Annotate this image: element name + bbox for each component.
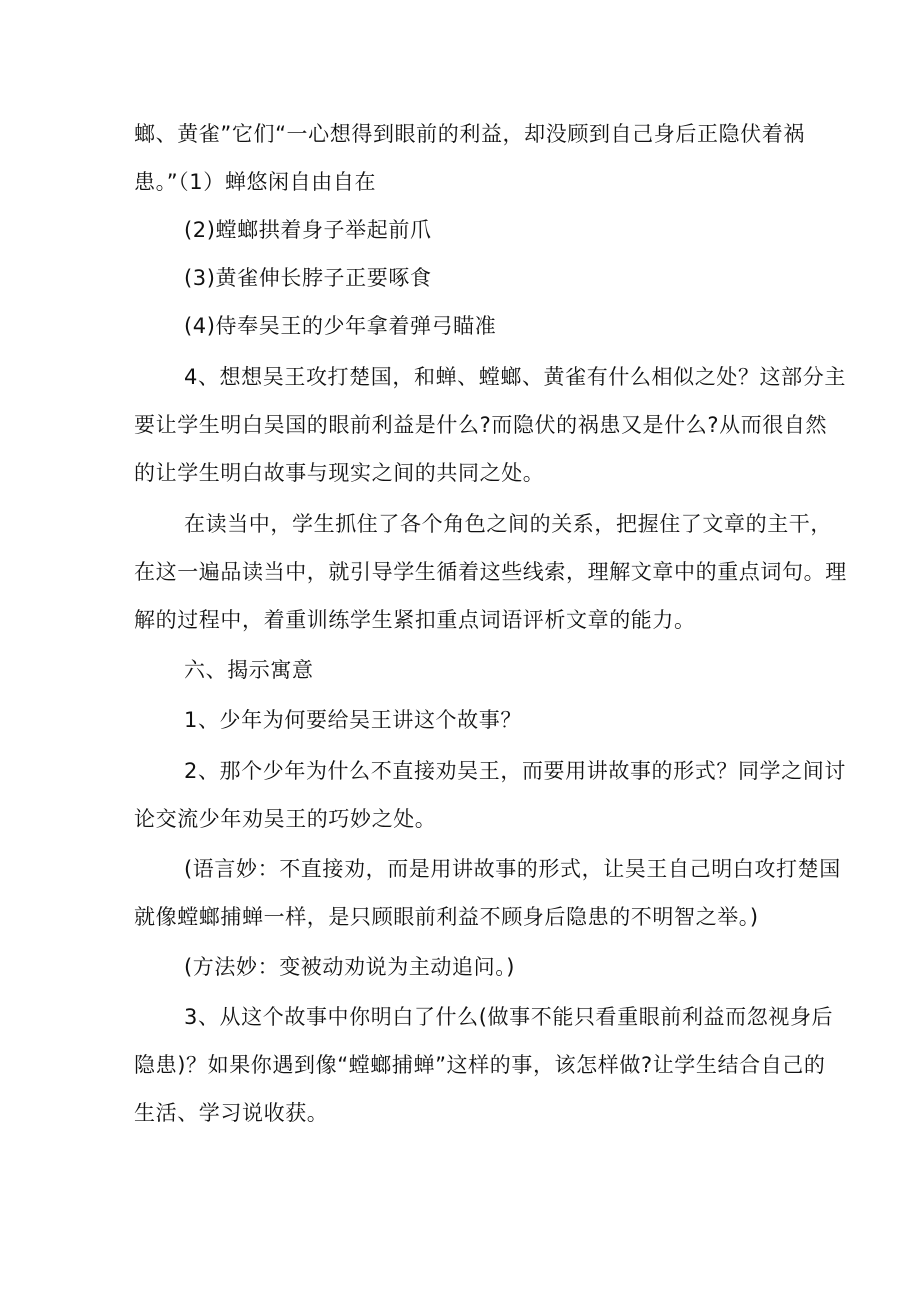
text-line-11: 解的过程中，着重训练学生紧扣重点词语评析文章的能力。 [134,608,696,632]
text-line-13: 1、少年为何要给吴王讲这个故事？ [184,708,522,732]
text-line-17: 就像螳螂捕蝉一样，是只顾眼前利益不顾身后隐患的不明智之举。) [134,905,759,929]
text-line-6: 4、想想吴王攻打楚国，和蝉、螳螂、黄雀有什么相似之处？这部分主 [184,365,846,389]
text-line-7: 要让学生明白吴国的眼前利益是什么?而隐伏的祸患又是什么?从而很自然 [134,413,828,437]
text-line-10: 在这一遍品读当中，就引导学生循着这些线索，理解文章中的重点词句。理 [134,560,847,584]
text-line-21: 生活、学习说收获。 [134,1101,329,1125]
text-line-2: 患。”（1）蝉悠闲自由自在 [134,170,377,194]
text-line-1: 螂、黄雀”它们“一心想得到眼前的利益，却没顾到自己身后正隐伏着祸 [134,122,805,146]
text-line-14: 2、那个少年为什么不直接劝吴王，而要用讲故事的形式？同学之间讨 [184,759,846,783]
text-line-20: 隐患)？如果你遇到像“螳螂捕蝉”这样的事，该怎样做?让学生结合自己的 [134,1053,826,1077]
text-line-15: 论交流少年劝吴王的巧妙之处。 [134,807,437,831]
section-heading: 六、揭示寓意 [184,658,314,682]
text-line-5: (4)侍奉吴王的少年拿着弹弓瞄准 [184,314,497,338]
text-line-18: (方法妙：变被动劝说为主动追问。) [184,955,516,979]
text-line-9: 在读当中，学生抓住了各个角色之间的关系，把握住了文章的主干， [184,512,832,536]
text-line-8: 的让学生明白故事与现实之间的共同之处。 [134,461,545,485]
text-line-16: (语言妙：不直接劝，而是用讲故事的形式，让吴王自己明白攻打楚国 [184,857,841,881]
text-line-19: 3、从这个故事中你明白了什么(做事不能只看重眼前利益而忽视身后 [184,1005,834,1029]
text-line-3: (2)螳螂拱着身子举起前爪 [184,218,432,242]
text-line-4: (3)黄雀伸长脖子正要啄食 [184,266,432,290]
